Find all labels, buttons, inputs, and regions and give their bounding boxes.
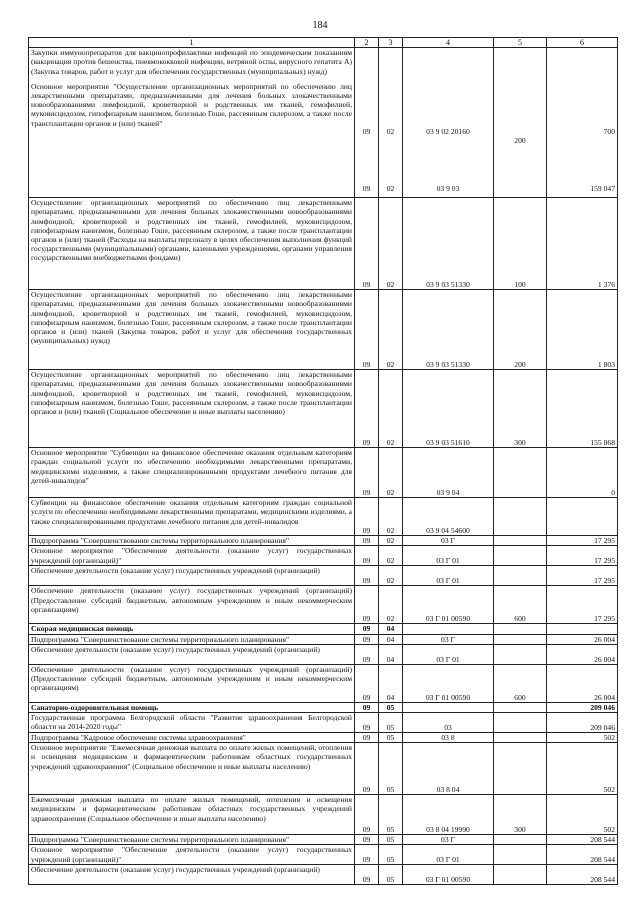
- cell-c2: 09: [355, 586, 379, 624]
- cell-c6: 17 295: [547, 566, 618, 586]
- cell-c6: 26 004: [547, 644, 618, 664]
- cell-c5: [494, 702, 547, 712]
- row-description: [29, 624, 355, 634]
- cell-c5: [494, 536, 547, 546]
- cell-c3: 04: [379, 644, 403, 664]
- cell-c5: [494, 566, 547, 586]
- cell-c3: 02: [379, 198, 403, 290]
- cell-c5: [494, 743, 547, 795]
- row-description: [29, 865, 355, 885]
- description-text: Обеспечение деятельности (оказание услуг) государственных учреждений (организаций): [31, 865, 320, 875]
- cell-c4: 03 Г 01: [403, 845, 494, 865]
- table-row: [29, 845, 618, 865]
- description-text: Санаторно-оздоровительная помощь: [31, 702, 159, 712]
- cell-c6: 209 046: [547, 702, 618, 712]
- cell-c2: [355, 48, 379, 198]
- cell-value: 09: [362, 184, 371, 193]
- table-row: [29, 198, 618, 290]
- cell-c3: 05: [379, 702, 403, 712]
- cell-c6: 208 544: [547, 835, 618, 845]
- cell-c4: [403, 702, 494, 712]
- table-row: [29, 498, 618, 536]
- cell-c5: [494, 546, 547, 566]
- cell-c2: 09: [355, 634, 379, 644]
- cell-c6: 502: [547, 733, 618, 743]
- row-description: [29, 845, 355, 865]
- cell-c5: [494, 845, 547, 865]
- cell-c3: 05: [379, 865, 403, 885]
- budget-table: [28, 37, 618, 885]
- cell-c2: 09: [355, 370, 379, 448]
- description-text: Подпрограмма "Кадровое обеспечение системы здравоохранения": [31, 733, 246, 743]
- description-text: Подпрограмма "Совершенствование системы территориального планирования": [31, 634, 290, 644]
- cell-c6: 26 004: [547, 664, 618, 702]
- cell-c6: 17 295: [547, 546, 618, 566]
- cell-value: 09: [362, 126, 371, 136]
- cell-c2: 09: [355, 536, 379, 546]
- cell-c6: 26 004: [547, 634, 618, 644]
- cell-c6: 17 295: [547, 536, 618, 546]
- table-row: [29, 370, 618, 448]
- cell-c3: 02: [379, 566, 403, 586]
- cell-c5: 600: [494, 586, 547, 624]
- cell-c2: 09: [355, 198, 379, 290]
- cell-c4: 03 Г: [403, 835, 494, 845]
- col-header-5: 5: [494, 38, 547, 48]
- cell-c2: 09: [355, 795, 379, 835]
- cell-c4: 03 9 04: [403, 448, 494, 498]
- cell-c4: 03 Г 01 00590: [403, 664, 494, 702]
- cell-value: 159 047: [590, 184, 615, 193]
- cell-c3: 04: [379, 664, 403, 702]
- cell-c4: 03 9 03 51330: [403, 290, 494, 370]
- col-header-1: 1: [29, 38, 355, 48]
- cell-c2: 09: [355, 664, 379, 702]
- description-text: Обеспечение деятельности (оказание услуг) государственных учреждений (организаций): [31, 644, 320, 654]
- table-row: [29, 743, 618, 795]
- table-body: [29, 48, 618, 885]
- cell-c5: [494, 713, 547, 733]
- table-row: [29, 664, 618, 702]
- cell-c2: 09: [355, 566, 379, 586]
- cell-c3: 05: [379, 713, 403, 733]
- cell-c4: 03 Г 01: [403, 644, 494, 664]
- cell-c4: 03 8: [403, 733, 494, 743]
- cell-c5: 600: [494, 664, 547, 702]
- cell-c5: [494, 733, 547, 743]
- cell-c2: 09: [355, 702, 379, 712]
- cell-c3: 02: [379, 370, 403, 448]
- cell-value: 03 9 02 20160: [426, 126, 470, 136]
- cell-c2: 09: [355, 865, 379, 885]
- cell-c6: 1 803: [547, 290, 618, 370]
- description-text: Субвенции на финансовое обеспечение оказания отдельным категориям граждан социальной услуги по обеспечению необходимыми лекарственными препаратами, медицинскими изделиями, а также специализированными продуктами лечебного питания для детей-инвалидов: [31, 498, 352, 526]
- table-row: [29, 536, 618, 546]
- description-text: Основное мероприятие "Обеспечение деятельности (оказание услуг) государственных учреждений (организаций)": [31, 546, 352, 565]
- cell-c3: 02: [379, 448, 403, 498]
- table-row: [29, 795, 618, 835]
- description-text: Подпрограмма "Совершенствование системы территориального планирования": [31, 536, 290, 546]
- row-description: [29, 702, 355, 712]
- cell-c3: 05: [379, 795, 403, 835]
- cell-c3: 04: [379, 634, 403, 644]
- col-header-2: 2: [355, 38, 379, 48]
- cell-c5: [494, 48, 547, 198]
- cell-c2: 09: [355, 290, 379, 370]
- cell-c6: [547, 48, 618, 198]
- description-text: Обеспечение деятельности (оказание услуг) государственных учреждений (организаций) (Предоставление субсидий бюджетным, автономным учреждениям и иным некоммерческим организациям): [31, 586, 352, 614]
- cell-c5: [494, 498, 547, 536]
- cell-value: 03 9 03: [436, 184, 460, 193]
- description-text: Обеспечение деятельности (оказание услуг) государственных учреждений (организаций) (Предоставление субсидий бюджетным, автономным учреждениям и иным некоммерческим организациям): [31, 664, 352, 693]
- cell-c5: 200: [494, 290, 547, 370]
- cell-c5: 300: [494, 370, 547, 448]
- row-description: [29, 733, 355, 743]
- cell-c3: 05: [379, 743, 403, 795]
- description-text: Основное мероприятие "Обеспечение деятельности (оказание услуг) государственных учреждений (организаций)": [31, 845, 352, 864]
- cell-value: 200: [514, 136, 526, 145]
- table-row: [29, 702, 618, 712]
- row-description: [29, 586, 355, 624]
- cell-c5: [494, 448, 547, 498]
- description-text: Обеспечение деятельности (оказание услуг) государственных учреждений (организаций): [31, 566, 320, 576]
- table-row: [29, 644, 618, 664]
- cell-c4: [403, 48, 494, 198]
- cell-c3: 05: [379, 835, 403, 845]
- cell-c5: 300: [494, 795, 547, 835]
- row-description: [29, 664, 355, 702]
- cell-c6: 17 295: [547, 586, 618, 624]
- row-description: [29, 498, 355, 536]
- col-header-3: 3: [379, 38, 403, 48]
- cell-c6: 502: [547, 795, 618, 835]
- cell-c2: 09: [355, 835, 379, 845]
- cell-c6: 155 868: [547, 370, 618, 448]
- row-description: [29, 536, 355, 546]
- cell-c5: [494, 835, 547, 845]
- table-row: [29, 586, 618, 624]
- table-row: [29, 48, 618, 198]
- cell-c3: 05: [379, 733, 403, 743]
- description-text: Основное мероприятие "Ежемесячная денежная выплата по оплате жилых помещений, отопления и освещения медицинским и фармацевтическим работникам областных государственных учреждений здравоохранения" (Социальное обеспечение и иные выплаты населению): [31, 743, 352, 771]
- cell-c5: [494, 624, 547, 634]
- cell-c3: 02: [379, 546, 403, 566]
- table-row: [29, 448, 618, 498]
- cell-c4: 03 8 04: [403, 743, 494, 795]
- cell-c2: 09: [355, 743, 379, 795]
- cell-c4: 03 8 04 19990: [403, 795, 494, 835]
- table-row: [29, 835, 618, 845]
- row-description: [29, 835, 355, 845]
- cell-c2: 09: [355, 644, 379, 664]
- row-description: [29, 370, 355, 448]
- row-description: [29, 743, 355, 795]
- cell-c6: 208 544: [547, 865, 618, 885]
- description-text: Осуществление организационных мероприятий по обеспечению лиц лекарственными препаратами, предназначенными для лечения больных злокачественными новообразованиями лимфоидной, кроветворной и родственных им тканей, гемофилией, муковисцидозом, гипофизарным нанизмом, болезнью Гоше, рассеянным склерозом, а также после трансплантации органов и (или) тканей (Расходы на выплаты персоналу в целях обеспечения выполнения функций государственными (муниципальными) органами, казенными учреждениями, органами управления государственными внебюджетными фондами): [31, 198, 352, 263]
- table-row: [29, 865, 618, 885]
- description-text: Осуществление организационных мероприятий по обеспечению лиц лекарственными препаратами, предназначенными для лечения больных злокачественными новообразованиями лимфоидной, кроветворной и родственных им тканей, гемофилией, муковисцидозом, гипофизарным нанизмом, болезнью Гоше, рассеянным склерозом, а также после трансплантации органов и (или) тканей (Закупка товаров, работ и услуг для обеспечения государственных (муниципальных) нужд): [31, 290, 352, 346]
- row-description: [29, 634, 355, 644]
- table-row: [29, 713, 618, 733]
- cell-c5: [494, 644, 547, 664]
- cell-c3: 02: [379, 586, 403, 624]
- cell-c5: [494, 865, 547, 885]
- row-description: [29, 198, 355, 290]
- cell-c5: 100: [494, 198, 547, 290]
- description-text: Основное мероприятие "Субвенции на финансовое обеспечение оказания отдельным категориям граждан социальной услуги по обеспечению необходимыми лекарственными препаратами, медицинскими изделиями, а также специализированными продуктами лечебного питания для детей-инвалидов": [31, 448, 352, 485]
- description-text: Ежемесячная денежная выплата по оплате жилых помещений, отопления и освещения медицинским и фармацевтическим работникам областных государственных учреждений здравоохранения (Социальное обеспечение и иные выплаты населению): [31, 795, 352, 823]
- cell-c4: 03 9 03 51330: [403, 198, 494, 290]
- cell-c6: 1 376: [547, 198, 618, 290]
- cell-c2: 09: [355, 546, 379, 566]
- cell-c4: 03 9 03 51610: [403, 370, 494, 448]
- cell-c4: 03: [403, 713, 494, 733]
- cell-c4: [403, 624, 494, 634]
- table-row: [29, 290, 618, 370]
- cell-c4: 03 Г 01 00590: [403, 865, 494, 885]
- cell-c6: [547, 624, 618, 634]
- row-description: [29, 546, 355, 566]
- description-text: Закупки иммунопрепаратов для вакцинопрофилактики инфекций по эпидемическим показаниям (вакцинация против бешенства, пневмококковой инфекции, ветряной оспы, вирусного гепатита А) (Закупка товаров, работ и услуг для обеспечения государственных (муниципальных) нужд): [31, 48, 352, 76]
- table-row: [29, 634, 618, 644]
- cell-value: 700: [603, 126, 615, 136]
- cell-c3: [379, 48, 403, 198]
- cell-c5: [494, 634, 547, 644]
- cell-c4: 03 Г 01: [403, 546, 494, 566]
- table-row: [29, 566, 618, 586]
- row-description: [29, 290, 355, 370]
- cell-c3: 02: [379, 290, 403, 370]
- header-row: [29, 38, 618, 48]
- cell-c2: 09: [355, 448, 379, 498]
- page-number: 184: [312, 20, 328, 31]
- cell-c2: 09: [355, 713, 379, 733]
- row-description: [29, 795, 355, 835]
- cell-c4: 03 Г 01 00590: [403, 586, 494, 624]
- row-description: [29, 448, 355, 498]
- row-description: [29, 713, 355, 733]
- col-header-4: 4: [403, 38, 494, 48]
- description-text: Подпрограмма "Совершенствование системы территориального планирования": [31, 835, 290, 845]
- cell-value: 02: [386, 184, 395, 193]
- description-text: Основное мероприятие "Осуществление организационных мероприятий по обеспечению лиц лекарственными препаратами, предназначенными для лечения больных злокачественными новообразованиями лимфоидной, кроветворной и родственных им тканей, гемофилией, муковисцидозом, гипофизарным нанизмом, болезнью Гоше, рассеянным склерозом, а также после трансплантации органов и (или) тканей": [31, 81, 352, 128]
- cell-c2: 09: [355, 733, 379, 743]
- cell-c2: 09: [355, 845, 379, 865]
- row-description: [29, 566, 355, 586]
- cell-value: 02: [386, 126, 395, 136]
- cell-c6: 502: [547, 743, 618, 795]
- cell-c3: 04: [379, 624, 403, 634]
- row-description: [29, 644, 355, 664]
- table-row: [29, 546, 618, 566]
- cell-c4: 03 Г: [403, 634, 494, 644]
- table-row: [29, 624, 618, 634]
- cell-c6: 208 544: [547, 845, 618, 865]
- cell-c6: 209 046: [547, 713, 618, 733]
- table-row: [29, 733, 618, 743]
- cell-c3: 05: [379, 845, 403, 865]
- description-text: Государственная программа Белгородской области "Развитие здравоохранения Белгородской области на 2014-2020 годы": [31, 713, 352, 732]
- cell-c2: 09: [355, 624, 379, 634]
- cell-c3: 02: [379, 536, 403, 546]
- cell-c4: 03 Г: [403, 536, 494, 546]
- cell-c3: 02: [379, 498, 403, 536]
- description-text: Осуществление организационных мероприятий по обеспечению лиц лекарственными препаратами, предназначенными для лечения больных злокачественными новообразованиями лимфоидной, кроветворной и родственных им тканей, гемофилией, муковисцидозом, гипофизарным нанизмом, болезнью Гоше, рассеянным склерозом, а также после трансплантации органов и (или) тканей (Социальное обеспечение и иные выплаты населению): [31, 370, 352, 417]
- description-text: Скорая медицинская помощь: [31, 624, 134, 634]
- cell-c2: 09: [355, 498, 379, 536]
- cell-c6: [547, 498, 618, 536]
- cell-c4: 03 Г 01: [403, 566, 494, 586]
- row-description: [29, 48, 355, 198]
- cell-c6: 0: [547, 448, 618, 498]
- col-header-6: 6: [547, 38, 618, 48]
- cell-c4: 03 9 04 54600: [403, 498, 494, 536]
